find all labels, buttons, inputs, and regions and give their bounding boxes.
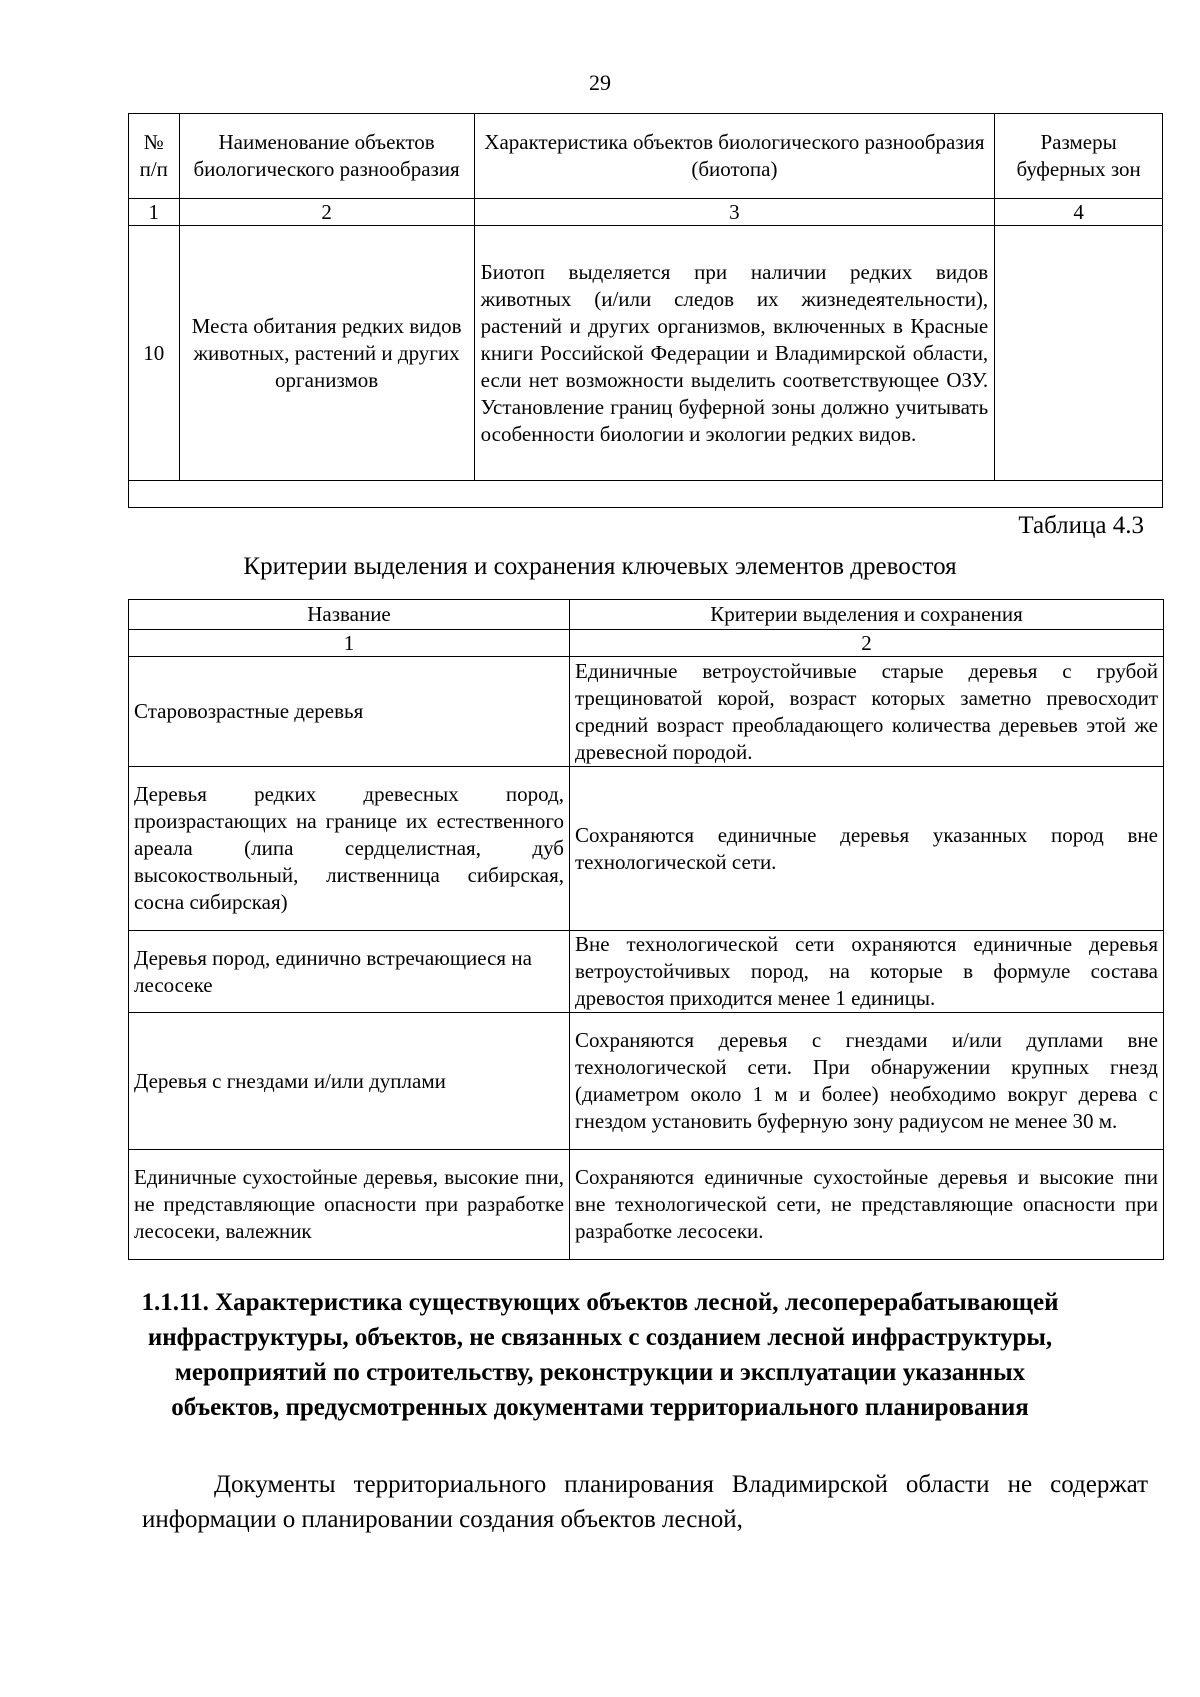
col-number: 1	[129, 630, 570, 657]
element-criteria: Сохраняются единичные деревья указанных пород вне технологической сети.	[570, 767, 1164, 931]
header-name: Название	[129, 600, 570, 630]
element-name: Деревья с гнездами и/или дуплами	[129, 1013, 570, 1150]
element-criteria: Единичные ветроустойчивые старые деревья с грубой трещиноватой корой, возраст которых заметно превосходит средний возраст преобладающего количества деревьев этой же древесной породой.	[570, 657, 1164, 767]
header-criteria: Критерии выделения и сохранения	[570, 600, 1164, 630]
col-number: 1	[129, 199, 180, 226]
row-number: 10	[129, 226, 180, 481]
element-name: Единичные сухостойные деревья, высокие пни, не представляющие опасности при разработке лесосеки, валежник	[129, 1150, 570, 1260]
section-heading: 1.1.11. Характеристика существующих объектов лесной, лесоперерабатывающей инфраструктуры, объектов, не связанных с созданием лесной инфраструктуры, мероприятий по строительству, реконструкции и эксплуатации указанных объектов, предусмотренных документами территориального планирования	[141, 1289, 1059, 1421]
element-criteria: Сохраняются деревья с гнездами и/или дуплами вне технологической сети. При обнаружении крупных гнезд (диаметром около 1 м и более) необходимо вокруг дерева с гнездом установить буферную зону радиусом не менее 30 м.	[570, 1013, 1164, 1150]
table-title: Критерии выделения и сохранения ключевых элементов древостоя	[243, 553, 957, 580]
table-row	[129, 226, 1163, 481]
col-number: 2	[570, 630, 1164, 657]
table-row	[129, 931, 1164, 1013]
header-characteristic: Характеристика объектов биологического разнообразия (биотопа)	[474, 114, 995, 199]
col-number: 3	[474, 199, 995, 226]
table-row	[129, 1013, 1164, 1150]
body-paragraph: Документы территориального планирования Владимирской области не содержат информации о планировании создания объектов лесной,	[142, 1471, 1148, 1533]
column-number-row	[129, 630, 1164, 657]
table-row	[129, 767, 1164, 931]
table-label: Таблица 4.3	[1018, 512, 1144, 539]
empty-row	[129, 481, 1163, 508]
element-name: Деревья пород, единично встречающиеся на лесосеке	[129, 931, 570, 1013]
column-number-row	[129, 199, 1163, 226]
header-object-name: Наименование объектов биологического разнообразия	[179, 114, 474, 199]
object-name: Места обитания редких видов животных, растений и других организмов	[179, 226, 474, 481]
element-name: Деревья редких древесных пород, произрастающих на границе их естественного ареала (липа сердцелистная, дуб высокоствольный, лиственница сибирская, сосна сибирская)	[129, 767, 570, 931]
element-name: Старовозрастные деревья	[129, 657, 570, 767]
col-number: 2	[179, 199, 474, 226]
empty-cell	[129, 481, 1163, 508]
table-row	[129, 657, 1164, 767]
page-number: 29	[589, 70, 611, 95]
element-criteria: Вне технологической сети охраняются единичные деревья ветроустойчивых пород, на которые в формуле состава древостоя приходится менее 1 единицы.	[570, 931, 1164, 1013]
col-number: 4	[995, 199, 1163, 226]
object-characteristic: Биотоп выделяется при наличии редких видов животных (и/или следов их жизнедеятельности), растений и других организмов, включенных в Красные книги Российской Федерации и Владимирской области, если нет возможности выделить соответствующее ОЗУ. Установление границ буферной зоны должно учитывать особенности биологии и экологии редких видов.	[474, 226, 995, 481]
header-number: № п/п	[129, 114, 180, 199]
buffer-size	[995, 226, 1163, 481]
table-row	[129, 1150, 1164, 1260]
biodiversity-table	[128, 113, 1163, 508]
header-buffer-size: Размеры буферных зон	[995, 114, 1163, 199]
element-criteria: Сохраняются единичные сухостойные деревья и высокие пни вне технологической сети, не представляющие опасности при разработке лесосеки.	[570, 1150, 1164, 1260]
key-elements-table	[128, 599, 1164, 1260]
